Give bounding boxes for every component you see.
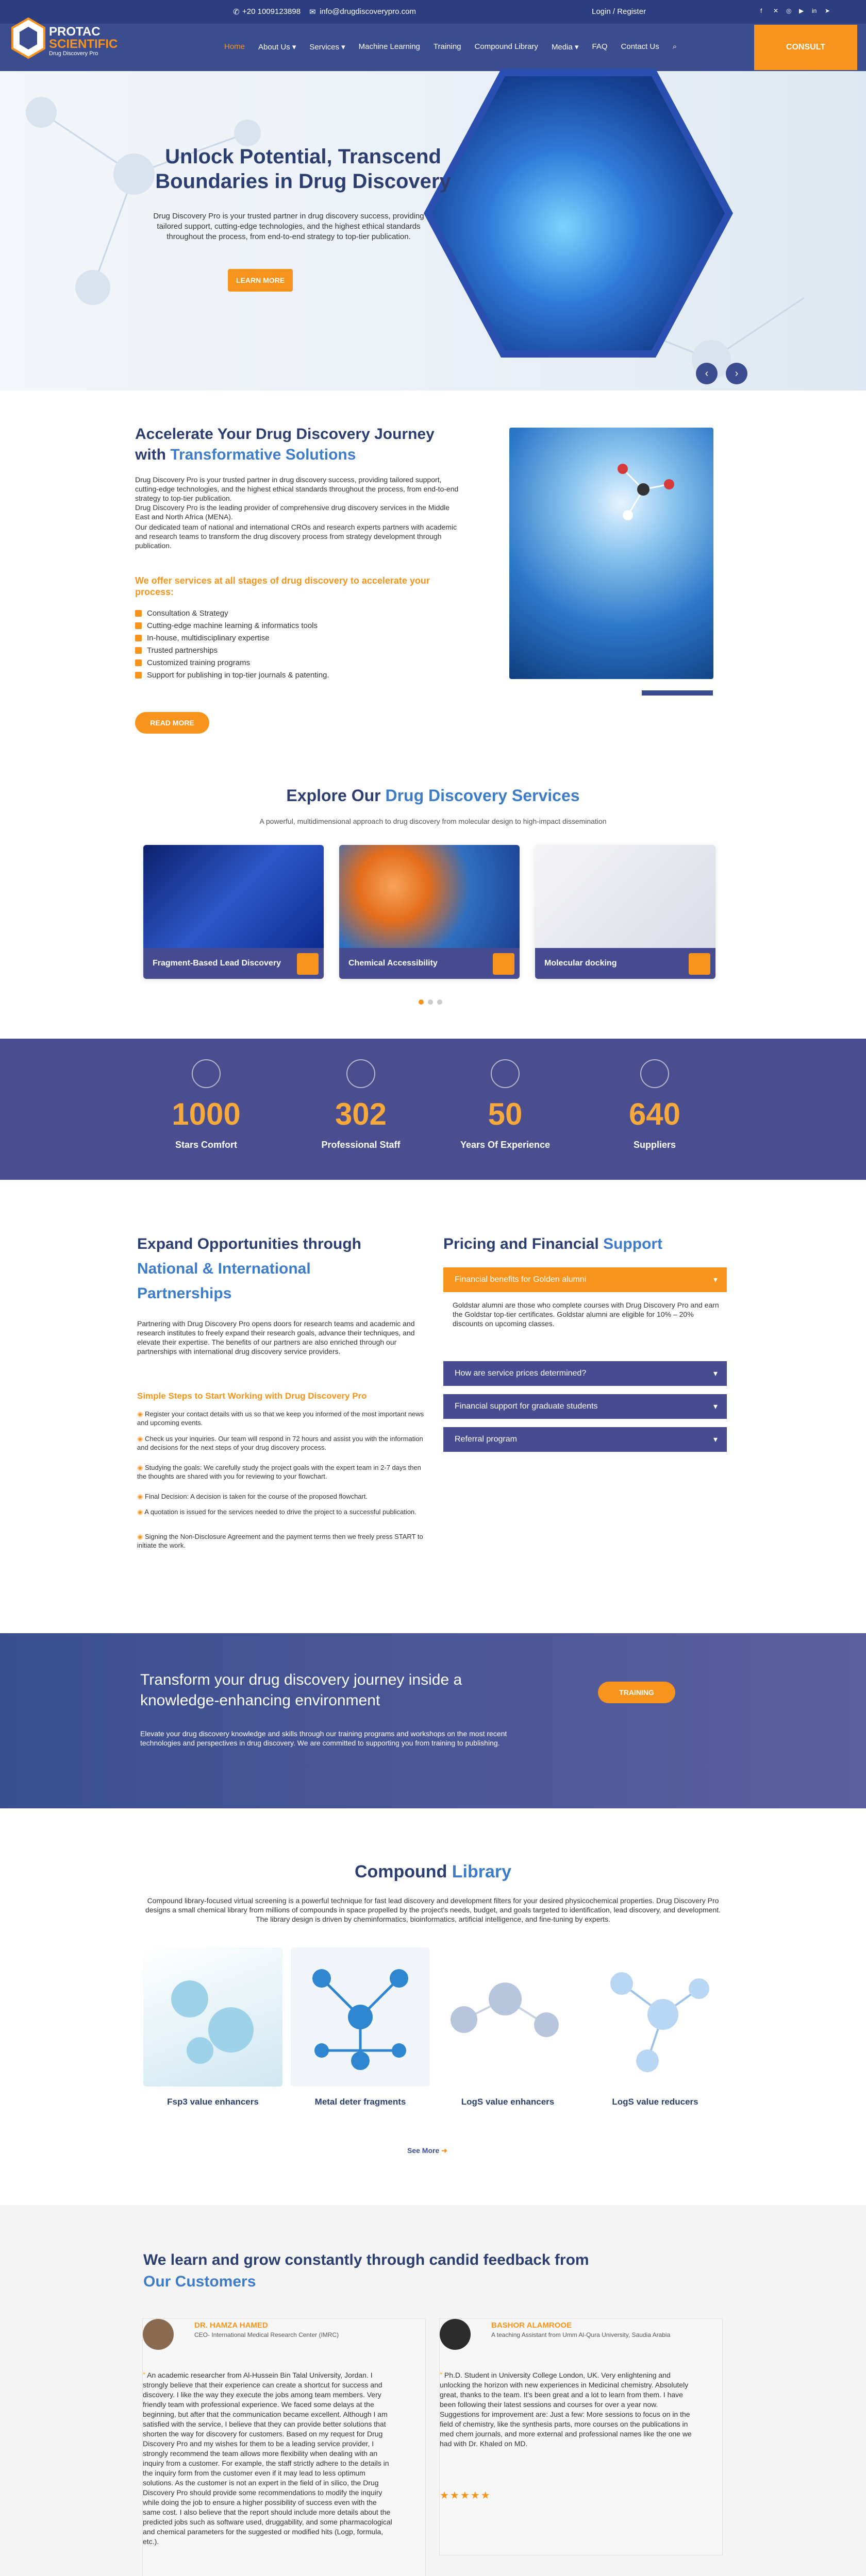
- training-button[interactable]: TRAINING: [598, 1682, 675, 1703]
- grey-molecule-illustration: [438, 1947, 577, 2087]
- arrow-right-icon: ➜: [441, 2146, 447, 2155]
- x-icon[interactable]: ✕: [773, 7, 779, 14]
- library-image: [143, 1947, 282, 2087]
- top-phone[interactable]: +20 1009123898: [242, 7, 301, 16]
- nav-compound-library[interactable]: Compound Library: [474, 42, 538, 51]
- library-item-label: Fsp3 value enhancers: [167, 2097, 259, 2107]
- mail-icon: ✉: [309, 8, 316, 16]
- accelerate-p2: Drug Discovery Pro is the leading provider of comprehensive drug discovery services in the Middle East and North Africa (MENA).: [135, 503, 450, 521]
- bullet-item: In-house, multidisciplinary expertise: [135, 634, 270, 642]
- stats-section: [0, 1039, 866, 1180]
- top-bar: [0, 0, 866, 24]
- chevron-left-icon[interactable]: ‹: [696, 363, 718, 384]
- brand-logo[interactable]: [10, 18, 129, 61]
- water-molecule-illustration: [143, 1947, 282, 2087]
- expand-title-3: Partnerships: [137, 1285, 232, 1302]
- molecule-icon: [297, 953, 319, 975]
- brand-name: PROTAC: [49, 25, 101, 39]
- testimonial-text: " Ph.D. Student in University College London, UK. Very enlightening and unlocking the horizon with new experiences in Medicinal chemistry. Absolutely great, thanks to the team. It's been great and a lot to learn from them. I have been following their latest sessions and courses for over a year now. Suggestions for improvement are: Just a few: More sessions to focus on in the field of chemistry, like the synthesis parts, more courses on the publications in med chem journals, and more external and professional names like the one we had with Dr. Khaled on MD.: [440, 2371, 692, 2448]
- hero-title-2: Boundaries in Drug Discovery: [155, 170, 451, 193]
- accordion-content: Goldstar alumni are those who complete courses with Drug Discovery Pro and earn the Goldstar top-tier certificates. Goldstar alumni are eligible for 10% – 20% discounts on upcoming classes.: [453, 1301, 719, 1328]
- service-card[interactable]: [339, 845, 520, 979]
- services-title: Explore Our Drug Discovery Services: [286, 786, 580, 805]
- testimonial-card: [439, 2318, 723, 2555]
- stat-number: 1000: [172, 1097, 241, 1131]
- stat-label: Stars Comfort: [175, 1140, 237, 1150]
- brand-name-2: SCIENTIFIC: [49, 37, 118, 51]
- supplier-icon: [640, 1059, 669, 1088]
- step-item: ◉ A quotation is issued for the services needed to drive the project to a successful publication.: [137, 1508, 417, 1516]
- step-item: ◉ Register your contact details with us so that we keep you informed of the most important news and upcoming events.: [137, 1410, 424, 1427]
- library-image: [586, 1947, 725, 2087]
- library-image: [438, 1947, 577, 2087]
- stat-label: Professional Staff: [321, 1140, 401, 1150]
- service-card[interactable]: [535, 845, 715, 979]
- flask-icon: [493, 953, 514, 975]
- accordion-graduate-support[interactable]: Financial support for graduate students ▾: [443, 1394, 727, 1419]
- molecule-illustration: [509, 428, 713, 679]
- band-text: Elevate your drug discovery knowledge and skills through our training programs and workshops on the most recent technologies and perspectives in drug discovery. We are committed to supporting you from training to publishing.: [140, 1730, 507, 1747]
- brand-tag: Drug Discovery Pro: [49, 50, 98, 57]
- library-image: [291, 1947, 430, 2087]
- staff-icon: [346, 1059, 375, 1088]
- nav-menu: [224, 42, 677, 52]
- linkedin-icon[interactable]: in: [812, 7, 817, 14]
- read-more-button[interactable]: READ MORE: [135, 712, 209, 734]
- step-item: ◉ Check us your inquiries. Our team will respond in 72 hours and assist you with the information and decisions for the next steps of your drug discovery process.: [137, 1435, 423, 1451]
- accelerate-p1: Drug Discovery Pro is your trusted partner in drug discovery success, providing tailored support, cutting-edge technologies, and the highest ethical standards throughout the process, from end-to-end strategy to top-tier publication.: [135, 476, 459, 502]
- service-card-label: Chemical Accessibility: [339, 948, 520, 979]
- testimonial-role: A teaching Assistant from Umm Al-Qura University, Saudia Arabia: [491, 2331, 671, 2338]
- stars-icon: [192, 1059, 221, 1088]
- library-text: Compound library-focused virtual screening is a powerful technique for fast lead discovery and development filters for your desired physicochemical properties. Drug Discovery Pro designs a small chemical library from millions of compounds in space propelled by the project's needs, budget, and goals targeted to identification, lead discovery, and development. The library design is driven by cheminformatics, bioinformatics, artificial intelligence, and fine-tuning by experts.: [145, 1896, 721, 1923]
- telegram-icon[interactable]: ➤: [825, 7, 830, 14]
- nav-media[interactable]: Media ▾: [551, 43, 579, 52]
- library-item-label: LogS value reducers: [612, 2097, 698, 2107]
- accordion-golden-alumni[interactable]: Financial benefits for Golden alumni ▾: [443, 1267, 727, 1292]
- bullet-item: Support for publishing in top-tier journals & patenting.: [135, 671, 329, 680]
- consult-button[interactable]: CONSULT: [754, 25, 857, 70]
- avatar: [440, 2319, 471, 2350]
- testimonial-name: DR. HAMZA HAMED: [194, 2321, 268, 2330]
- service-card-label: Molecular docking: [535, 948, 715, 979]
- testimonials-title-2: Our Customers: [143, 2273, 256, 2290]
- logo-hex-icon: [10, 18, 46, 59]
- top-email[interactable]: info@drugdiscoverypro.com: [320, 7, 416, 16]
- bullet-item: Cutting-edge machine learning & informatics tools: [135, 621, 318, 630]
- service-image: [143, 845, 324, 948]
- band-title-1: Transform your drug discovery journey inside a: [140, 1671, 462, 1688]
- expand-text: Partnering with Drug Discovery Pro opens doors for research teams and academic and research institutes to freely expand their research goals, advance their techniques, and elevate their expertise. The benefits of our partners are also enriched through our partnerships with international drug discovery service providers.: [137, 1319, 415, 1355]
- bullet-item: Customized training programs: [135, 658, 250, 667]
- light-molecule-illustration: [586, 1947, 725, 2087]
- hero-text: Drug Discovery Pro is your trusted partner in drug discovery success, providing tailored support, cutting-edge technologies, and the highest ethical standards throughout the process, from end-to-end strategy to top-tier publication.: [153, 212, 424, 241]
- library-item-label: LogS value enhancers: [461, 2097, 555, 2107]
- nav-home[interactable]: Home: [224, 42, 245, 51]
- blue-molecule-illustration: [291, 1947, 430, 2087]
- accelerate-offer: We offer services at all stages of drug discovery to accelerate your process:: [135, 575, 430, 597]
- phone-icon: ✆: [233, 8, 240, 16]
- nav-contact[interactable]: Contact Us: [621, 42, 659, 51]
- trophy-icon: [491, 1059, 520, 1088]
- nav-about[interactable]: About Us ▾: [258, 43, 296, 52]
- stat-number: 50: [488, 1097, 523, 1131]
- rating-stars: ★★★★★: [440, 2490, 491, 2501]
- pricing-title: Pricing and Financial Support: [443, 1235, 663, 1252]
- lab-scientist-image: [509, 428, 713, 679]
- hero-section: [0, 71, 866, 391]
- chevron-right-icon[interactable]: ›: [726, 363, 747, 384]
- step-item: ◉ Studying the goals: We carefully study the project goals with the expert team in 2-7 days then the thoughts are shared with you for reviewing to your flowchart.: [137, 1464, 421, 1480]
- steps-title: Simple Steps to Start Working with Drug Discovery Pro: [137, 1391, 367, 1401]
- bullet-item: Consultation & Strategy: [135, 609, 228, 618]
- stat-number: 640: [628, 1097, 681, 1131]
- molecule-background: [0, 71, 866, 391]
- expand-title-1: Expand Opportunities through: [137, 1235, 361, 1252]
- accordion-prices[interactable]: How are service prices determined? ▾: [443, 1361, 727, 1386]
- hero-title-1: Unlock Potential, Transcend: [165, 145, 441, 168]
- step-item: ◉ Final Decision: A decision is taken for the course of the proposed flowchart.: [137, 1493, 368, 1500]
- search-icon[interactable]: ⌕: [672, 42, 677, 51]
- avatar: [143, 2319, 174, 2350]
- stat-number: 302: [335, 1097, 387, 1131]
- nav-services[interactable]: Services ▾: [309, 43, 345, 52]
- service-image: [535, 845, 715, 948]
- training-band: [0, 1633, 866, 1808]
- service-image: [339, 845, 520, 948]
- facebook-icon[interactable]: f: [760, 7, 762, 14]
- login-link[interactable]: Login / Register: [592, 7, 646, 16]
- stat-label: Suppliers: [633, 1140, 676, 1150]
- accelerate-title-2: with Transformative Solutions: [135, 446, 356, 463]
- learn-more-button[interactable]: LEARN MORE: [228, 269, 293, 292]
- library-item-label: Metal deter fragments: [314, 2097, 406, 2107]
- bullet-item: Trusted partnerships: [135, 646, 218, 655]
- step-item: ◉ Signing the Non-Disclosure Agreement and the payment terms then we freely press START to initiate the work.: [137, 1533, 423, 1549]
- expand-title-2: National & International: [137, 1260, 311, 1277]
- carousel-dots[interactable]: [419, 999, 442, 1005]
- accelerate-p3: Our dedicated team of national and international CROs and research experts partners with academic and research teams to transform the drug discovery process from strategy development through publication.: [135, 523, 457, 550]
- instagram-icon[interactable]: ◎: [786, 7, 792, 14]
- testimonial-card: [142, 2318, 426, 2576]
- testimonial-name: BASHOR ALAMROOE: [491, 2321, 572, 2330]
- testimonial-role: CEO- International Medical Research Center (IMRC): [194, 2331, 339, 2338]
- testimonial-text: " An academic researcher from Al-Hussein Bin Talal University, Jordan. I strongly believe that their experience can create a shortcut for success and discovery. I like the way they execute the jobs among team members. Very friendly team with professional experience. We faced some delays at the beginning, but after that the communication became excellent. Although I am satisfied with the service, I believe that they can provide better solutions that shorten the way for discovery for customers. Based on my request for Drug Discovery Pro and my wishes for them to be a leading service provider, I strongly recommend the team allows more flexibility when dealing with an inquiry from a customer. For example, the staff strictly adhere to the details in the inquiry form from the customer even if it may lead to less optimum solutions. As the customer is not an expert in the field of in silico, the Drug Discovery Pro should provide some recommendations to modify the inquiry while doing the job to ensure a higher possibility of success even with the same cost. I also believe that the report should include more details about the predicted jobs such as software used, druggability, and some pharmacological and chemical parameters for the suggested or modified hits (Logp, formula, etc.).: [143, 2371, 392, 2546]
- accelerate-title-1: Accelerate Your Drug Discovery Journey: [135, 426, 435, 443]
- testimonials-title-1: We learn and grow constantly through candid feedback from: [143, 2251, 589, 2268]
- band-title-2: knowledge-enhancing environment: [140, 1692, 380, 1709]
- docking-icon: [689, 953, 710, 975]
- image-accent-bar: [642, 690, 713, 696]
- youtube-icon[interactable]: ▶: [799, 7, 804, 14]
- accordion-referral[interactable]: Referral program ▾: [443, 1427, 727, 1452]
- service-card-label: Fragment-Based Lead Discovery: [143, 948, 324, 979]
- see-more-link[interactable]: See More ➜: [407, 2146, 447, 2155]
- nav-training[interactable]: Training: [433, 42, 461, 51]
- service-card[interactable]: [143, 845, 324, 979]
- services-subtitle: A powerful, multidimensional approach to drug discovery from molecular design to high-impact dissemination: [259, 817, 607, 825]
- nav-machine-learning[interactable]: Machine Learning: [358, 42, 420, 51]
- library-title: Compound Library: [354, 1862, 512, 1882]
- nav-faq[interactable]: FAQ: [592, 42, 608, 51]
- stat-label: Years Of Experience: [460, 1140, 551, 1150]
